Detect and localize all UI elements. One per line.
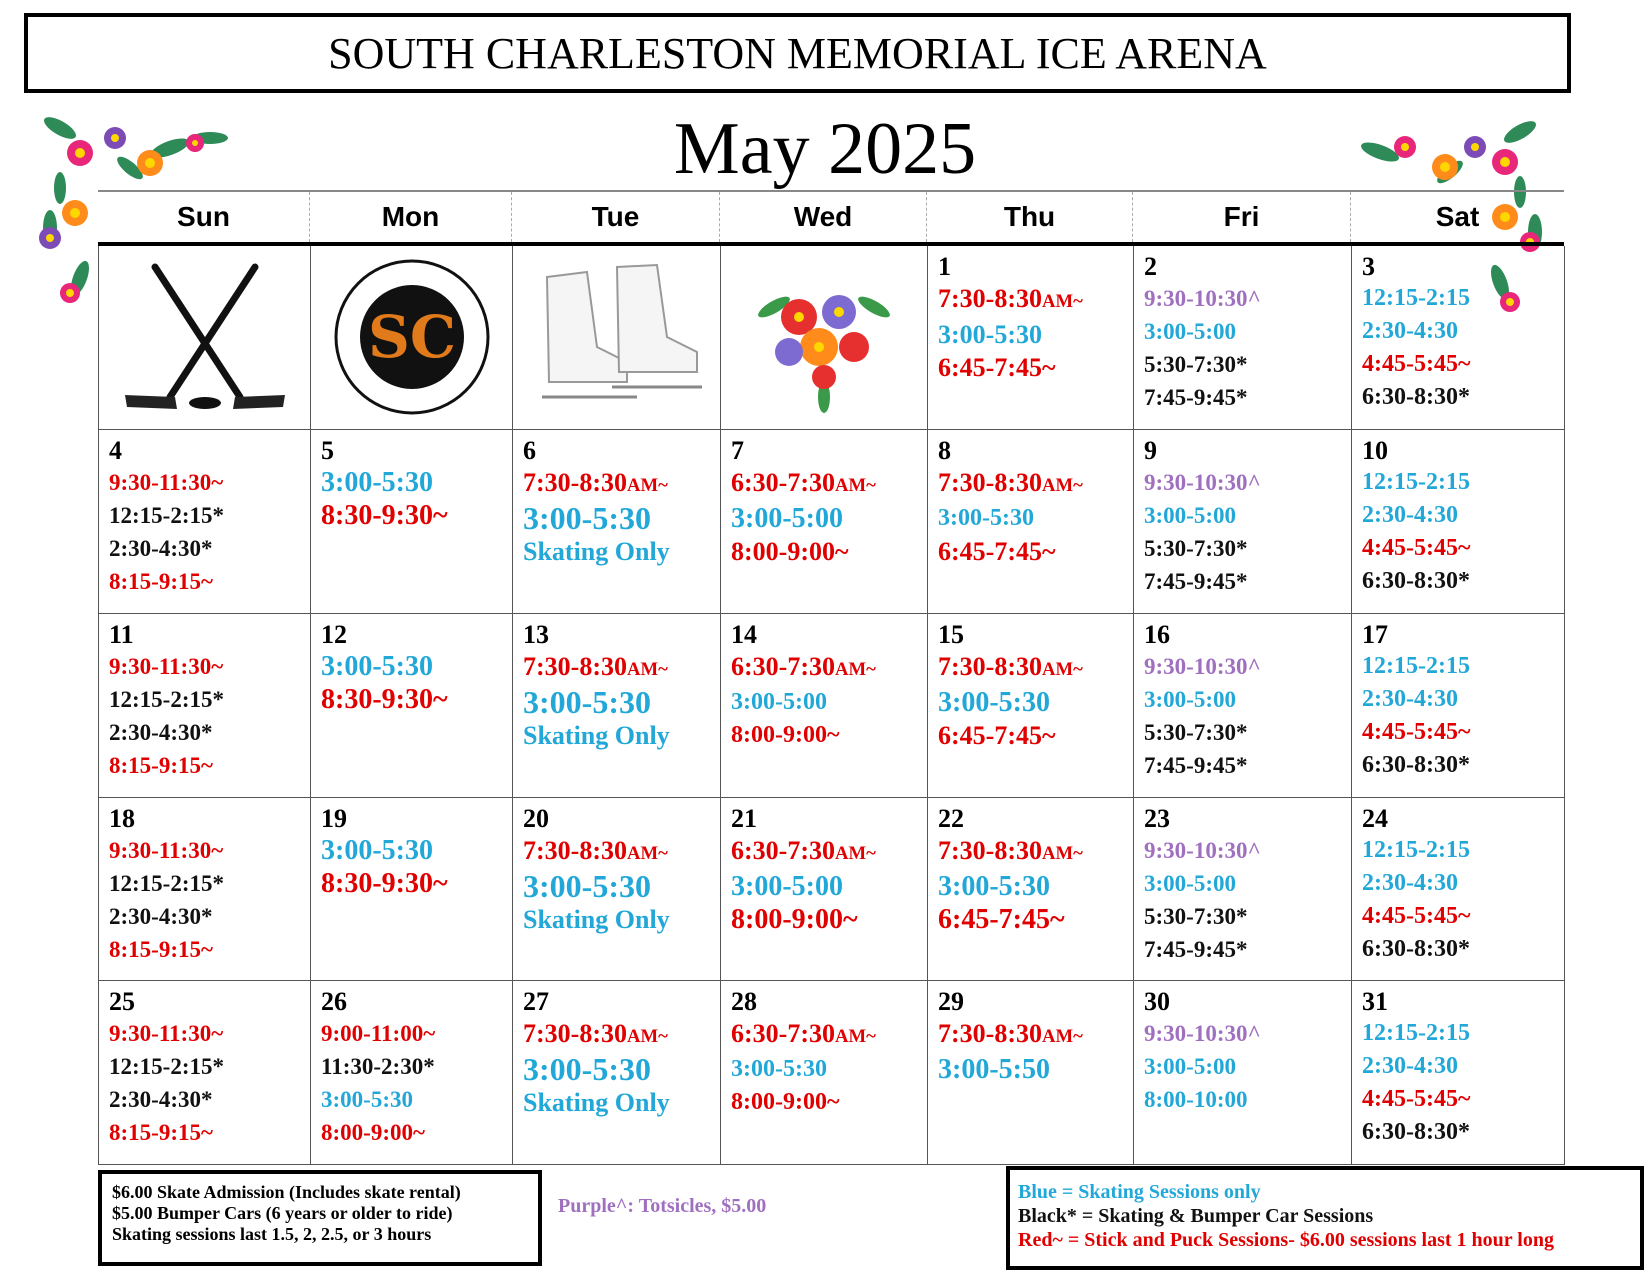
session-time: 9:30-10:30^: [1144, 653, 1261, 679]
day-cell-9: [1134, 430, 1352, 614]
month-title: May 2025: [673, 108, 977, 190]
session-time: 3:00-5:30: [523, 867, 651, 904]
price-line-session-length: Skating sessions last 1.5, 2, 2.5, or 3 hours: [112, 1224, 432, 1244]
weekday-thu: Thu: [927, 192, 1133, 242]
session-time: 8:15-9:15~: [109, 1120, 213, 1146]
session-time: 12:15-2:15: [1362, 285, 1470, 311]
session-time: 3:00-5:00: [1144, 686, 1236, 712]
arena-title: SOUTH CHARLESTON MEMORIAL ICE ARENA: [24, 13, 1571, 93]
day-number: 19: [321, 803, 347, 833]
session-time: 7:45-9:45*: [1144, 752, 1248, 778]
session-time: 8:30-9:30~: [321, 500, 448, 532]
price-legend: [98, 1170, 542, 1266]
session-time: 8:15-9:15~: [109, 936, 213, 962]
session-time: 9:00-11:00~: [321, 1021, 436, 1047]
calendar-week: [99, 797, 1565, 981]
session-time: 8:00-9:00~: [731, 903, 858, 935]
day-cell-7: [721, 430, 928, 614]
session-time: 6:30-8:30*: [1362, 935, 1470, 962]
day-cell-4: [99, 430, 311, 614]
day-cell-22: [928, 797, 1134, 981]
session-time: 2:30-4:30: [1362, 502, 1458, 529]
session-time: 12:15-2:15*: [109, 870, 224, 896]
weekday-mon: Mon: [310, 192, 512, 242]
session-time: 8:15-9:15~: [109, 752, 213, 778]
session-time: 3:00-5:30: [321, 1087, 413, 1113]
session-time: 3:00-5:00: [731, 688, 827, 715]
session-time: 5:30-7:30*: [1144, 352, 1248, 377]
session-time: 12:15-2:15*: [109, 686, 224, 712]
session-time: 4:45-5:45~: [1362, 902, 1471, 929]
am-suffix: AM~: [1041, 658, 1083, 680]
session-time: 6:45-7:45~: [938, 537, 1056, 567]
session-time: 2:30-4:30: [1362, 869, 1458, 896]
day-cell-12: [311, 613, 513, 797]
day-number: 29: [938, 987, 964, 1017]
day-cell-27: [513, 981, 721, 1165]
calendar-week: [99, 430, 1565, 614]
session-time: 3:00-5:30: [321, 834, 433, 866]
day-cell-17: [1352, 613, 1565, 797]
day-cell-5: [311, 430, 513, 614]
legend-black: Black* = Skating & Bumper Car Sessions: [1018, 1205, 1374, 1227]
hockey-sticks-icon: [109, 252, 300, 422]
session-time: 2:30-4:30: [1362, 1053, 1458, 1080]
am-suffix: AM~: [626, 658, 668, 680]
day-cell-10: [1352, 430, 1565, 614]
session-time: 4:45-5:45~: [1362, 718, 1471, 745]
am-suffix: AM~: [626, 475, 668, 497]
session-time: 6:45-7:45~: [938, 720, 1056, 750]
session-time: 3:00-5:00: [1144, 319, 1236, 344]
session-time: 12:15-2:15: [1362, 469, 1470, 496]
session-time: 3:00-5:00: [1144, 870, 1236, 896]
session-time: 9:30-10:30^: [1144, 837, 1261, 863]
session-time: 7:30-8:30AM~: [523, 1019, 668, 1049]
session-time: 7:45-9:45*: [1144, 569, 1248, 595]
session-time: 2:30-4:30: [1362, 318, 1458, 344]
day-cell-13: [513, 613, 721, 797]
session-time: 8:00-9:00~: [321, 1120, 425, 1146]
session-time: 6:45-7:45~: [938, 903, 1065, 935]
day-number: 20: [523, 803, 549, 833]
session-time: Skating Only: [523, 537, 670, 567]
session-time: 3:00-5:30: [938, 870, 1050, 902]
day-cell-26: [311, 981, 513, 1165]
day-cell-14: [721, 613, 928, 797]
decoration-cell: [99, 246, 311, 430]
day-number: 13: [523, 619, 549, 649]
calendar-week: [99, 981, 1565, 1165]
session-time: 4:45-5:45~: [1362, 1086, 1471, 1113]
am-suffix: AM~: [834, 475, 876, 497]
ice-skates-icon: [523, 252, 710, 422]
day-number: 10: [1362, 436, 1388, 466]
day-number: 3: [1362, 252, 1375, 281]
am-suffix: AM~: [626, 1026, 668, 1048]
day-number: 8: [938, 436, 951, 466]
session-time: 3:00-5:30: [731, 1056, 827, 1083]
am-suffix: AM~: [1041, 1026, 1083, 1048]
session-time: 8:15-9:15~: [109, 569, 213, 595]
am-suffix: AM~: [1041, 291, 1083, 312]
day-cell-2: [1134, 246, 1352, 430]
session-time: 7:30-8:30AM~: [938, 284, 1083, 313]
session-time: 5:30-7:30*: [1144, 719, 1248, 745]
day-number: 4: [109, 436, 122, 466]
day-number: 18: [109, 803, 135, 833]
day-number: 27: [523, 987, 549, 1017]
session-time: 2:30-4:30: [1362, 685, 1458, 712]
session-time: Skating Only: [523, 1088, 670, 1118]
calendar-grid: [98, 246, 1565, 1165]
am-suffix: AM~: [1041, 842, 1083, 864]
session-time: 3:00-5:30: [938, 505, 1034, 532]
session-time: 6:30-8:30*: [1362, 751, 1470, 778]
day-cell-30: [1134, 981, 1352, 1165]
session-time: 7:30-8:30AM~: [938, 835, 1083, 865]
legend-red: Red~ = Stick and Puck Sessions- $6.00 sessions last 1 hour long: [1018, 1229, 1554, 1251]
session-time: 2:30-4:30*: [109, 1087, 213, 1113]
calendar-week: [99, 613, 1565, 797]
day-number: 26: [321, 987, 347, 1017]
session-time: 8:00-9:00~: [731, 537, 849, 567]
session-time: 3:00-5:00: [1144, 503, 1236, 529]
session-time: 9:30-11:30~: [109, 1021, 224, 1047]
day-cell-23: [1134, 797, 1352, 981]
session-time: 8:00-9:00~: [731, 721, 840, 748]
day-number: 21: [731, 803, 757, 833]
session-time: 3:00-5:00: [1144, 1054, 1236, 1080]
day-number: 11: [109, 619, 134, 649]
session-time: 3:00-5:30: [938, 320, 1042, 349]
day-number: 23: [1144, 803, 1170, 833]
day-cell-24: [1352, 797, 1565, 981]
session-time: 8:30-9:30~: [321, 683, 448, 715]
session-time: 6:30-7:30AM~: [731, 651, 876, 681]
day-number: 25: [109, 987, 135, 1017]
session-time: 6:30-8:30*: [1362, 568, 1470, 595]
session-time: 9:30-11:30~: [109, 470, 224, 496]
calendar: [98, 190, 1564, 1165]
color-legend: [1006, 1166, 1644, 1270]
session-time: 7:30-8:30AM~: [938, 1019, 1083, 1049]
session-time: 3:00-5:50: [938, 1054, 1050, 1086]
session-time: 9:30-11:30~: [109, 837, 224, 863]
day-number: 24: [1362, 803, 1388, 833]
flower-bouquet-icon: [731, 252, 917, 422]
price-line-admission: $6.00 Skate Admission (Includes skate rental): [112, 1182, 461, 1202]
session-time: Skating Only: [523, 904, 670, 934]
session-time: 3:00-5:30: [523, 1051, 651, 1088]
day-number: 6: [523, 436, 536, 466]
day-number: 15: [938, 619, 964, 649]
day-number: 5: [321, 436, 334, 466]
day-cell-21: [721, 797, 928, 981]
price-line-bumper-cars: $5.00 Bumper Cars (6 years or older to ride): [112, 1203, 453, 1223]
am-suffix: AM~: [1041, 475, 1083, 497]
day-number: 30: [1144, 987, 1170, 1017]
decoration-cell: [311, 246, 513, 430]
session-time: 7:30-8:30AM~: [938, 468, 1083, 498]
day-cell-15: [928, 613, 1134, 797]
session-time: 7:45-9:45*: [1144, 385, 1248, 410]
day-number: 12: [321, 619, 347, 649]
session-time: 7:30-8:30AM~: [523, 835, 668, 865]
city-seal-icon: [321, 252, 502, 422]
day-cell-19: [311, 797, 513, 981]
am-suffix: AM~: [834, 1026, 876, 1048]
session-time: 12:15-2:15: [1362, 1020, 1470, 1047]
day-number: 16: [1144, 619, 1170, 649]
svg-text:SC: SC: [367, 303, 456, 371]
day-number: 1: [938, 252, 951, 281]
day-cell-25: [99, 981, 311, 1165]
day-number: 9: [1144, 436, 1157, 466]
day-number: 2: [1144, 252, 1157, 281]
day-number: 17: [1362, 619, 1388, 649]
session-time: 7:30-8:30AM~: [523, 651, 668, 681]
session-time: 4:45-5:45~: [1362, 351, 1471, 377]
session-time: 3:00-5:00: [731, 503, 843, 535]
am-suffix: AM~: [834, 658, 876, 680]
session-time: 3:00-5:30: [523, 683, 651, 720]
session-time: 6:30-7:30AM~: [731, 468, 876, 498]
weekday-sun: Sun: [98, 192, 310, 242]
day-cell-18: [99, 797, 311, 981]
session-time: 6:30-7:30AM~: [731, 1019, 876, 1049]
session-time: 9:30-10:30^: [1144, 1021, 1261, 1047]
day-cell-29: [928, 981, 1134, 1165]
session-time: 12:15-2:15: [1362, 652, 1470, 679]
day-number: 28: [731, 987, 757, 1017]
session-time: 2:30-4:30*: [109, 536, 213, 562]
session-time: 11:30-2:30*: [321, 1054, 435, 1080]
weekday-tue: Tue: [512, 192, 720, 242]
session-time: 9:30-10:30^: [1144, 470, 1261, 496]
day-number: 14: [731, 619, 757, 649]
day-number: 7: [731, 436, 744, 466]
session-time: 7:30-8:30AM~: [523, 468, 668, 498]
session-time: 2:30-4:30*: [109, 719, 213, 745]
day-cell-1: [928, 246, 1134, 430]
day-cell-3: [1352, 246, 1565, 430]
session-time: 2:30-4:30*: [109, 903, 213, 929]
session-time: 6:30-8:30*: [1362, 384, 1470, 410]
session-time: 12:15-2:15*: [109, 503, 224, 529]
session-time: 9:30-10:30^: [1144, 286, 1261, 311]
weekday-wed: Wed: [720, 192, 927, 242]
session-time: 3:00-5:30: [321, 467, 433, 499]
am-suffix: AM~: [834, 842, 876, 864]
day-cell-8: [928, 430, 1134, 614]
session-time: 3:00-5:30: [321, 650, 433, 682]
session-time: 6:30-7:30AM~: [731, 835, 876, 865]
session-time: Skating Only: [523, 720, 670, 750]
decoration-cell: [721, 246, 928, 430]
session-time: 5:30-7:30*: [1144, 903, 1248, 929]
session-time: 8:30-9:30~: [321, 867, 448, 899]
session-time: 3:00-5:00: [731, 870, 843, 902]
session-time: 9:30-11:30~: [109, 653, 224, 679]
session-time: 6:30-8:30*: [1362, 1119, 1470, 1146]
day-cell-11: [99, 613, 311, 797]
day-cell-31: [1352, 981, 1565, 1165]
weekday-sat: Sat: [1435, 201, 1480, 232]
session-time: 5:30-7:30*: [1144, 536, 1248, 562]
weekday-header: [98, 190, 1564, 246]
weekday-fri: Fri: [1133, 192, 1351, 242]
session-time: 6:45-7:45~: [938, 353, 1056, 382]
session-time: 7:30-8:30AM~: [938, 651, 1083, 681]
session-time: 3:00-5:30: [938, 686, 1050, 718]
day-cell-16: [1134, 613, 1352, 797]
session-time: 8:00-9:00~: [731, 1089, 840, 1116]
session-time: 3:00-5:30: [523, 500, 651, 537]
day-cell-6: [513, 430, 721, 614]
session-time: 4:45-5:45~: [1362, 535, 1471, 562]
session-time: 12:15-2:15: [1362, 836, 1470, 863]
day-cell-28: [721, 981, 928, 1165]
legend-blue: Blue = Skating Sessions only: [1018, 1181, 1261, 1203]
day-cell-20: [513, 797, 721, 981]
purple-legend: Purple^: Totsicles, $5.00: [558, 1195, 767, 1217]
day-number: 31: [1362, 987, 1388, 1017]
session-time: 7:45-9:45*: [1144, 936, 1248, 962]
session-time: 8:00-10:00: [1144, 1087, 1248, 1113]
session-time: 12:15-2:15*: [109, 1054, 224, 1080]
day-number: 22: [938, 803, 964, 833]
am-suffix: AM~: [626, 842, 668, 864]
decoration-cell: [513, 246, 721, 430]
calendar-week: [99, 246, 1565, 430]
